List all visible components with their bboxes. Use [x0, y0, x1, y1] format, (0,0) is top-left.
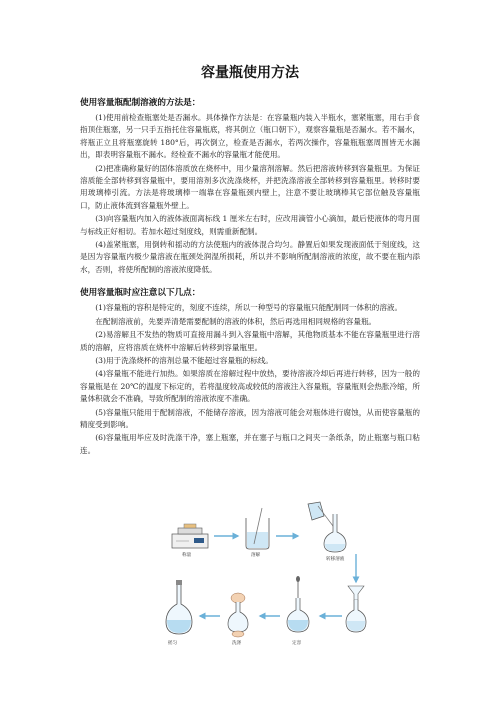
beaker-icon: [246, 508, 269, 549]
paragraph: (3)向容量瓶内加入的液体液面离标线 1 厘米左右时，应改用滴管小心滴加，最后使液体的弯月面与标线正好相切。若加水超过刻度线，则需重新配制。: [80, 214, 420, 236]
caption-wash: 洗涤: [232, 641, 242, 646]
paragraph: 在配制溶液前，先要弄清楚需要配制的溶液的体积，然后再选用相同规格的容量瓶。: [95, 316, 377, 326]
transfer-icon: [308, 502, 346, 552]
paragraph: (4)容量瓶不能进行加热。如果溶质在溶解过程中放热，要待溶液冷却后再进行转移，因为一般的容量瓶是在 20℃的温度下标定的，若将温度较高或较低的溶液注入容量瓶，容量瓶则会热胀冷缩，所量体积就会不准确，导致所配制的溶液浓度不准确。: [80, 369, 420, 404]
paragraph: (5)容量瓶只能用于配制溶液，不能储存溶液，因为溶液可能会对瓶体进行腐蚀，从而使容量瓶的精度受到影响。: [80, 407, 420, 429]
caption-weigh: 称量: [182, 553, 192, 558]
flask-icon: [166, 580, 192, 634]
funnel-flask-icon: [346, 586, 366, 632]
balance-icon: [172, 524, 208, 548]
section-usage-notes: [80, 286, 420, 457]
dropper-icon: [287, 576, 309, 632]
caption-shake: 摇匀: [168, 641, 178, 646]
document-title: 容量瓶使用方法: [201, 65, 299, 81]
paragraph: (6)容量瓶用毕应及时洗涤干净，塞上瓶塞，并在塞子与瓶口之间夹一条纸条，防止瓶塞与瓶口粘连。: [80, 433, 420, 455]
paragraph: (2)易溶解且不发热的物质可直接用漏斗到入容量瓶中溶解，其他物质基本不能在容量瓶里进行溶质的溶解，应将溶质在烧杯中溶解后转移到容量瓶里。: [80, 330, 420, 352]
procedure-diagram: [158, 494, 372, 649]
section-heading-method: 使用容量瓶配制溶液的方法是：: [80, 98, 201, 108]
section-usage-method: [80, 96, 420, 276]
paragraph: (1)使用前检查瓶塞处是否漏水。具体操作方法是：在容量瓶内装入半瓶水，塞紧瓶塞，用右手食指顶住瓶塞，另一只手五指托住容量瓶底，将其倒立（瓶口朝下），观察容量瓶是否漏水。若不漏水，将瓶正立且将瓶塞旋转 180°后，再次倒立，检查是否漏水，若两次操作，容量瓶瓶塞周围皆无水漏出，即表明容量瓶不漏水。经检查不漏水的容量瓶才能使用。: [80, 113, 420, 160]
caption-dropper: 定容: [292, 641, 302, 646]
paragraph: (2)把准确称量好的固体溶质放在烧杯中，用少量溶剂溶解。然后把溶液转移到容量瓶里。为保证溶质能全部转移到容量瓶中，要用溶剂多次洗涤烧杯，并把洗涤溶液全部转移到容量瓶里。转移时要用玻璃棒引流。方法是将玻璃棒一端靠在容量瓶颈内壁上，注意不要让玻璃棒其它部位触及容量瓶口，防止液体流到容量瓶外壁上。: [80, 163, 420, 210]
section-heading-notes: 使用容量瓶时应注意以下几点：: [80, 288, 201, 299]
procedure-illustration: [158, 494, 372, 649]
caption-dissolve: 溶解: [251, 553, 261, 558]
paragraph: (3)用于洗涤烧杯的溶剂总量不能超过容量瓶的标线。: [95, 355, 274, 365]
hand-flask-icon: [228, 593, 248, 637]
paragraph: (4)盖紧瓶塞，用倒转和摇动的方法使瓶内的液体混合均匀。静置后如果发现液面低于刻度线，这是因为容量瓶内极少量溶液在瓶颈处润湿所损耗，所以并不影响所配制溶液的浓度，故不要在瓶内添水，否则，将使所配制的溶液浓度降低。: [80, 240, 420, 274]
paragraph: (1)容量瓶的容积是特定的，刻度不连续，所以一种型号的容量瓶只能配制同一体积的溶液。: [95, 303, 403, 313]
caption-fill: 转移溶液: [326, 557, 345, 562]
